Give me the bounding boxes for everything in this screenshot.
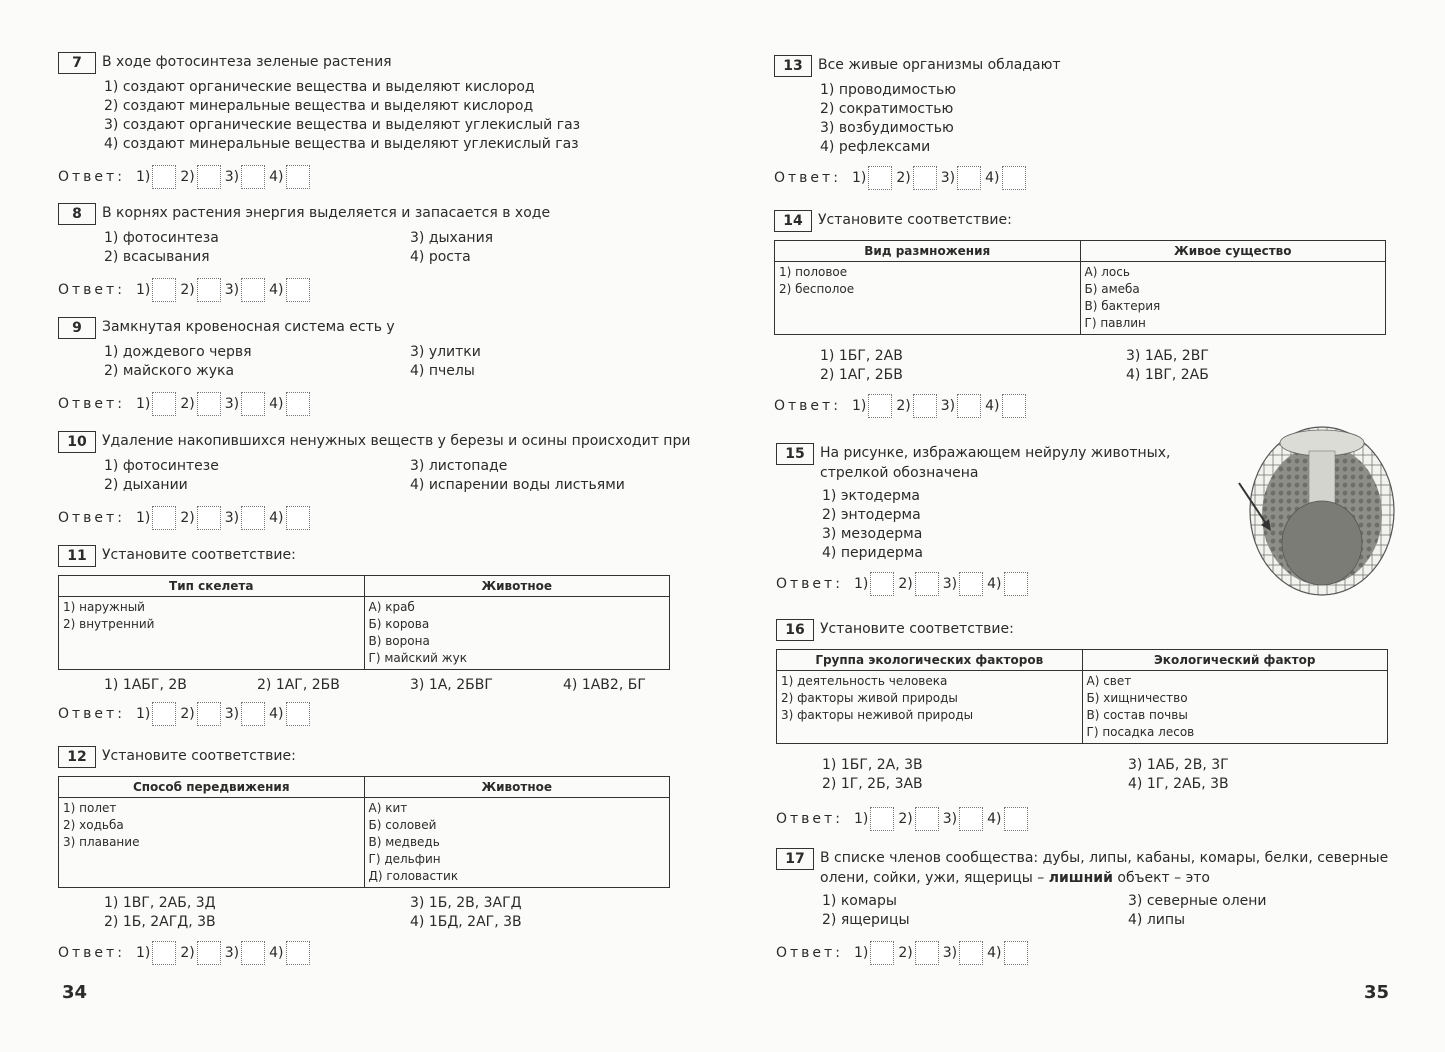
question-text-part: объект – это — [1112, 870, 1210, 886]
question-15 — [776, 443, 1196, 597]
answer-option-label: 3) — [224, 396, 240, 412]
answer-option-label: 1) — [852, 170, 867, 186]
answer-box-2[interactable] — [915, 572, 939, 596]
answer-box-3[interactable] — [957, 166, 981, 190]
option: 4) перидерма — [822, 545, 923, 561]
option: 4) роста — [410, 249, 471, 265]
option: 4) пчелы — [410, 363, 475, 379]
answer-row — [776, 940, 1396, 966]
answer-box-3[interactable] — [241, 702, 265, 726]
answer-option-label: 2) — [180, 945, 195, 961]
question-13 — [774, 55, 1061, 191]
question-10 — [58, 431, 690, 531]
answer-box-1[interactable] — [152, 278, 176, 302]
option: 4) липы — [1128, 912, 1186, 928]
answer-options — [822, 756, 1388, 794]
answer-box-1[interactable] — [870, 941, 894, 965]
option: 4) 1Г, 2АБ, 3В — [1128, 776, 1229, 792]
answer-option-label: 4) — [269, 945, 284, 961]
question-11 — [58, 545, 713, 727]
table-header: Вид размножения — [775, 241, 1081, 262]
option: 2) 1АГ, 2БВ — [820, 367, 903, 383]
question-8 — [58, 203, 660, 303]
table-item: А) краб — [368, 600, 415, 614]
answer-option-label: 2) — [898, 576, 913, 592]
answer-option-label: 1) — [136, 945, 151, 961]
answer-box-4[interactable] — [286, 506, 310, 530]
question-number: 16 — [776, 619, 814, 641]
answer-box-1[interactable] — [870, 572, 894, 596]
answer-option-label: 2) — [180, 396, 195, 412]
table-item: 2) факторы живой природы — [781, 691, 958, 705]
answer-box-3[interactable] — [241, 506, 265, 530]
answer-option-label: 4) — [269, 396, 284, 412]
answer-label: Ответ: — [776, 945, 843, 961]
option: 3) мезодерма — [822, 526, 923, 542]
answer-option-label: 1) — [852, 398, 867, 414]
table-cell-right — [1082, 671, 1388, 744]
question-number: 11 — [58, 545, 96, 567]
answer-box-2[interactable] — [197, 392, 221, 416]
table-item: 3) факторы неживой природы — [781, 708, 974, 722]
answer-option-label: 4) — [269, 282, 284, 298]
option: 2) 1АГ, 2БВ — [257, 677, 340, 693]
table-cell-left — [775, 262, 1081, 335]
options-list — [104, 229, 660, 267]
option: 3) листопаде — [410, 458, 508, 474]
answer-box-1[interactable] — [868, 394, 892, 418]
table-item: Б) соловей — [368, 818, 437, 832]
answer-option-label: 2) — [898, 811, 913, 827]
answer-box-3[interactable] — [959, 807, 983, 831]
table-item: В) состав почвы — [1086, 708, 1188, 722]
table-cell-left — [777, 671, 1083, 744]
answer-box-4[interactable] — [1002, 394, 1026, 418]
answer-row — [58, 701, 713, 727]
answer-box-3[interactable] — [241, 165, 265, 189]
question-14 — [774, 210, 1386, 419]
answer-option-label: 1) — [854, 945, 869, 961]
option: 4) 1БД, 2АГ, 3В — [410, 914, 522, 930]
option: 2) создают минеральные вещества и выделяют кислород — [104, 98, 534, 114]
answer-option-label: 2) — [180, 169, 195, 185]
answer-box-2[interactable] — [197, 506, 221, 530]
options-list — [822, 892, 1396, 930]
answer-option-label: 1) — [136, 510, 151, 526]
question-number: 14 — [774, 210, 812, 232]
answer-option-label: 3) — [224, 510, 240, 526]
page-number: 35 — [1364, 982, 1390, 1003]
answer-row — [776, 571, 1196, 597]
option: 2) ящерицы — [822, 912, 910, 928]
answer-option-label: 2) — [896, 170, 911, 186]
answer-box-4[interactable] — [286, 278, 310, 302]
answer-options — [820, 347, 1386, 385]
answer-label: Ответ: — [58, 510, 125, 526]
answer-box-4[interactable] — [286, 392, 310, 416]
table-cell-right — [364, 798, 670, 888]
table-header: Животное — [364, 576, 670, 597]
answer-row — [774, 393, 1386, 419]
page-number: 34 — [62, 982, 88, 1003]
table-cell-right — [364, 597, 670, 670]
table-item: Г) павлин — [1084, 316, 1146, 330]
question-text: Установите соответствие: — [102, 748, 296, 764]
answer-box-2[interactable] — [197, 941, 221, 965]
table-item: Б) амеба — [1084, 282, 1140, 296]
answer-option-label: 1) — [136, 706, 151, 722]
table-item: 2) ходьба — [63, 818, 124, 832]
question-text: Замкнутая кровеносная система есть у — [102, 319, 395, 335]
option: 3) создают органические вещества и выделяют углекислый газ — [104, 117, 581, 133]
option: 4) 1ВГ, 2АБ — [1126, 367, 1209, 383]
answer-option-label: 3) — [942, 811, 958, 827]
table-item: Д) головастик — [368, 869, 459, 883]
answer-row — [58, 505, 690, 531]
question-number: 13 — [774, 55, 812, 77]
table-item: Б) корова — [368, 617, 430, 631]
answer-row — [776, 806, 1388, 832]
question-number: 15 — [776, 443, 814, 465]
answer-box-2[interactable] — [913, 394, 937, 418]
answer-box-1[interactable] — [870, 807, 894, 831]
answer-option-label: 1) — [136, 169, 151, 185]
option: 1) эктодерма — [822, 488, 920, 504]
answer-row — [774, 165, 1061, 191]
question-text: Установите соответствие: — [818, 212, 1012, 228]
option: 1) 1ВГ, 2АБ, 3Д — [104, 895, 216, 911]
table-header: Животное — [364, 777, 670, 798]
table-item: 1) полет — [63, 801, 117, 815]
table-header: Тип скелета — [59, 576, 365, 597]
option: 4) испарении воды листьями — [410, 477, 625, 493]
answer-option-label: 3) — [224, 169, 240, 185]
answer-box-3[interactable] — [959, 572, 983, 596]
option: 3) 1АБ, 2В, 3Г — [1128, 757, 1229, 773]
answer-option-label: 2) — [180, 510, 195, 526]
question-16 — [776, 619, 1388, 832]
option: 2) майского жука — [104, 363, 235, 379]
option: 3) улитки — [410, 344, 481, 360]
question-number: 8 — [58, 203, 96, 225]
answer-box-3[interactable] — [957, 394, 981, 418]
question-text: Установите соответствие: — [820, 621, 1014, 637]
match-table — [58, 776, 670, 888]
options-list — [104, 343, 660, 381]
match-table — [58, 575, 670, 670]
answer-option-label: 4) — [987, 811, 1002, 827]
answer-box-4[interactable] — [286, 941, 310, 965]
option: 4) создают минеральные вещества и выделяют углекислый газ — [104, 136, 579, 152]
table-item: В) медведь — [368, 835, 440, 849]
answer-label: Ответ: — [58, 706, 125, 722]
option: 3) северные олени — [1128, 893, 1267, 909]
answer-option-label: 2) — [180, 706, 195, 722]
table-item: 1) деятельность человека — [781, 674, 948, 688]
answer-box-4[interactable] — [1004, 807, 1028, 831]
option: 4) рефлексами — [820, 139, 931, 155]
answer-box-1[interactable] — [152, 941, 176, 965]
answer-label: Ответ: — [58, 169, 125, 185]
answer-option-label: 1) — [854, 811, 869, 827]
table-item: В) ворона — [368, 634, 430, 648]
option: 2) 1Б, 2АГД, 3В — [104, 914, 216, 930]
table-item: А) кит — [368, 801, 408, 815]
question-text: В корнях растения энергия выделяется и запасается в ходе — [102, 205, 551, 221]
answer-row — [58, 391, 660, 417]
answer-option-label: 3) — [942, 576, 958, 592]
option: 3) возбудимостью — [820, 120, 954, 136]
options-list — [820, 81, 1061, 157]
answer-option-label: 4) — [269, 169, 284, 185]
answer-box-4[interactable] — [286, 165, 310, 189]
answer-option-label: 4) — [269, 510, 284, 526]
answer-option-label: 4) — [987, 576, 1002, 592]
table-header: Способ передвижения — [59, 777, 365, 798]
answer-label: Ответ: — [58, 945, 125, 961]
table-header: Группа экологических факторов — [777, 650, 1083, 671]
option: 1) комары — [822, 893, 897, 909]
answer-option-label: 4) — [269, 706, 284, 722]
options-list — [822, 487, 1196, 563]
question-text-part: В списке членов сообщества: дубы, липы, кабаны, комары, белки, северные олени, сойки, ужи, ящерицы – — [820, 850, 1389, 886]
option: 1) создают органические вещества и выделяют кислород — [104, 79, 535, 95]
match-table — [776, 649, 1388, 744]
table-item: В) бактерия — [1084, 299, 1161, 313]
neurula-illustration — [1237, 425, 1397, 604]
answer-label: Ответ: — [58, 396, 125, 412]
option: 2) всасывания — [104, 249, 210, 265]
answer-box-3[interactable] — [241, 392, 265, 416]
option: 2) дыхании — [104, 477, 188, 493]
answer-option-label: 4) — [985, 398, 1000, 414]
left-page — [0, 0, 722, 1052]
option: 3) 1А, 2БВГ — [410, 677, 493, 693]
question-17 — [776, 848, 1396, 966]
answer-box-1[interactable] — [152, 392, 176, 416]
answer-option-label: 1) — [854, 576, 869, 592]
table-item: Г) майский жук — [368, 651, 467, 665]
question-text: Все живые организмы обладают — [818, 57, 1061, 73]
answer-box-2[interactable] — [197, 278, 221, 302]
answer-options — [104, 894, 670, 932]
question-text: Удаление накопившихся ненужных веществ у березы и осины происходит при — [102, 433, 691, 449]
table-header: Живое существо — [1080, 241, 1386, 262]
question-12 — [58, 746, 670, 966]
options-list — [104, 78, 580, 154]
answer-box-4[interactable] — [1004, 941, 1028, 965]
table-cell-right — [1080, 262, 1386, 335]
answer-option-label: 3) — [224, 945, 240, 961]
question-9 — [58, 317, 660, 417]
table-item: 2) внутренний — [63, 617, 155, 631]
table-item: 1) половое — [779, 265, 848, 279]
option: 2) сократимостью — [820, 101, 954, 117]
option: 2) 1Г, 2Б, 3АВ — [822, 776, 923, 792]
answer-label: Ответ: — [776, 811, 843, 827]
answer-box-4[interactable] — [1002, 166, 1026, 190]
answer-row — [58, 164, 580, 190]
question-number: 10 — [58, 431, 96, 453]
answer-box-3[interactable] — [241, 941, 265, 965]
option: 1) проводимостью — [820, 82, 957, 98]
match-table — [774, 240, 1386, 335]
answer-box-2[interactable] — [197, 165, 221, 189]
answer-box-1[interactable] — [152, 702, 176, 726]
question-text — [820, 848, 1390, 888]
answer-box-4[interactable] — [1004, 572, 1028, 596]
answer-box-3[interactable] — [241, 278, 265, 302]
answer-box-3[interactable] — [959, 941, 983, 965]
answer-box-2[interactable] — [915, 807, 939, 831]
answer-box-4[interactable] — [286, 702, 310, 726]
option: 1) фотосинтеза — [104, 230, 219, 246]
question-number: 7 — [58, 52, 96, 74]
answer-row — [58, 277, 660, 303]
answer-options — [104, 676, 713, 695]
option: 1) дождевого червя — [104, 344, 252, 360]
table-item: Б) хищничество — [1086, 691, 1188, 705]
answer-option-label: 3) — [224, 706, 240, 722]
answer-box-2[interactable] — [913, 166, 937, 190]
answer-option-label: 2) — [896, 398, 911, 414]
question-text: В ходе фотосинтеза зеленые растения — [102, 54, 392, 70]
option: 3) 1АБ, 2ВГ — [1126, 348, 1209, 364]
option: 1) фотосинтезе — [104, 458, 219, 474]
table-item: Г) дельфин — [368, 852, 441, 866]
answer-label: Ответ: — [774, 170, 841, 186]
table-item: А) лось — [1084, 265, 1130, 279]
answer-box-1[interactable] — [152, 165, 176, 189]
table-cell-left — [59, 798, 365, 888]
option: 2) энтодерма — [822, 507, 921, 523]
answer-box-2[interactable] — [197, 702, 221, 726]
option: 4) 1АВ2, БГ — [563, 677, 646, 693]
question-text-emphasis: лишний — [1048, 870, 1113, 886]
answer-option-label: 4) — [987, 945, 1002, 961]
table-item: 3) плавание — [63, 835, 140, 849]
question-text: На рисунке, избражающем нейрулу животных, стрелкой обозначена — [820, 445, 1171, 481]
question-number: 12 — [58, 746, 96, 768]
option: 1) 1БГ, 2АВ — [820, 348, 903, 364]
answer-label: Ответ: — [776, 576, 843, 592]
answer-box-2[interactable] — [915, 941, 939, 965]
question-number: 9 — [58, 317, 96, 339]
answer-option-label: 3) — [940, 170, 956, 186]
table-item: 1) наружный — [63, 600, 145, 614]
answer-label: Ответ: — [774, 398, 841, 414]
answer-option-label: 1) — [136, 396, 151, 412]
answer-option-label: 3) — [942, 945, 958, 961]
answer-option-label: 2) — [180, 282, 195, 298]
answer-option-label: 3) — [940, 398, 956, 414]
table-cell-left — [59, 597, 365, 670]
table-item: А) свет — [1086, 674, 1132, 688]
option: 1) 1АБГ, 2В — [104, 677, 187, 693]
question-text: Установите соответствие: — [102, 547, 296, 563]
option: 3) 1Б, 2В, 3АГД — [410, 895, 522, 911]
question-number: 17 — [776, 848, 814, 870]
answer-box-1[interactable] — [152, 506, 176, 530]
option: 3) дыхания — [410, 230, 494, 246]
answer-option-label: 3) — [224, 282, 240, 298]
answer-option-label: 4) — [985, 170, 1000, 186]
right-page — [722, 0, 1445, 1052]
table-item: Г) посадка лесов — [1086, 725, 1195, 739]
option: 1) 1БГ, 2А, 3В — [822, 757, 923, 773]
question-7 — [58, 52, 580, 190]
table-header: Экологический фактор — [1082, 650, 1388, 671]
table-item: 2) бесполое — [779, 282, 855, 296]
answer-box-1[interactable] — [868, 166, 892, 190]
answer-label: Ответ: — [58, 282, 125, 298]
options-list — [104, 457, 690, 495]
answer-row — [58, 940, 670, 966]
answer-option-label: 2) — [898, 945, 913, 961]
answer-option-label: 1) — [136, 282, 151, 298]
